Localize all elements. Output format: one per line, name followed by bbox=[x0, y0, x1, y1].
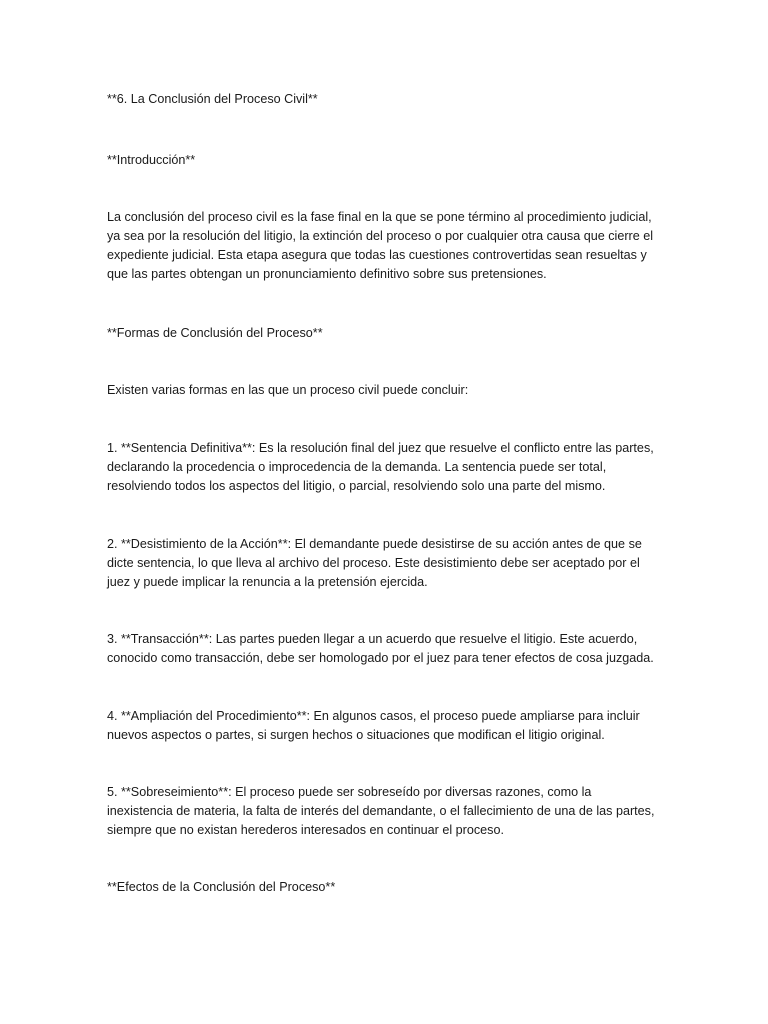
paragraph-line: que las partes obtengan un pronunciamiento definitivo sobre sus pretensiones. bbox=[107, 267, 547, 281]
list-item-line: conocido como transacción, debe ser homologado por el juez para tener efectos de cosa juzgada. bbox=[107, 651, 654, 665]
list-item-line: 1. **Sentencia Definitiva**: Es la resolución final del juez que resuelve el conflicto entre las partes, bbox=[107, 441, 654, 455]
paragraph-line: ya sea por la resolución del litigio, la extinción del proceso o por cualquier otra causa que cierre el bbox=[107, 229, 654, 243]
list-item-line: resolviendo todos los aspectos del litigio, o parcial, resolviendo solo una parte del mismo. bbox=[107, 479, 606, 493]
paragraph-line: expediente judicial. Esta etapa asegura que todas las cuestiones controvertidas sean resueltas y bbox=[107, 248, 647, 262]
paragraph-line: La conclusión del proceso civil es la fase final en la que se pone término al procedimiento judicial, bbox=[107, 210, 652, 224]
forms-heading: **Formas de Conclusión del Proceso** bbox=[107, 326, 323, 340]
forms-intro: Existen varias formas en las que un proceso civil puede concluir: bbox=[107, 383, 469, 397]
document-title: **6. La Conclusión del Proceso Civil** bbox=[107, 92, 318, 106]
list-item-line: dicte sentencia, lo que lleva al archivo del proceso. Este desistimiento debe ser aceptado por el bbox=[107, 556, 640, 570]
list-item-line: nuevos aspectos o partes, si surgen hechos o situaciones que modifican el litigio original. bbox=[107, 728, 605, 742]
list-item-line: declarando la procedencia o improcedencia de la demanda. La sentencia puede ser total, bbox=[107, 460, 607, 474]
list-item-line: 3. **Transacción**: Las partes pueden llegar a un acuerdo que resuelve el litigio. Este acuerdo, bbox=[107, 632, 638, 646]
list-item-line: juez y puede implicar la renuncia a la pretensión ejercida. bbox=[107, 575, 428, 589]
list-item-line: 4. **Ampliación del Procedimiento**: En algunos casos, el proceso puede ampliarse para incluir bbox=[107, 709, 640, 723]
list-item-line: inexistencia de materia, la falta de interés del demandante, o el fallecimiento de una de las partes, bbox=[107, 804, 655, 818]
list-item-line: 2. **Desistimiento de la Acción**: El demandante puede desistirse de su acción antes de que se bbox=[107, 537, 642, 551]
list-item-line: siempre que no existan herederos interesados en continuar el proceso. bbox=[107, 823, 504, 837]
effects-heading: **Efectos de la Conclusión del Proceso** bbox=[107, 880, 336, 894]
list-item-line: 5. **Sobreseimiento**: El proceso puede ser sobreseído por diversas razones, como la bbox=[107, 785, 592, 799]
intro-heading: **Introducción** bbox=[107, 153, 196, 167]
